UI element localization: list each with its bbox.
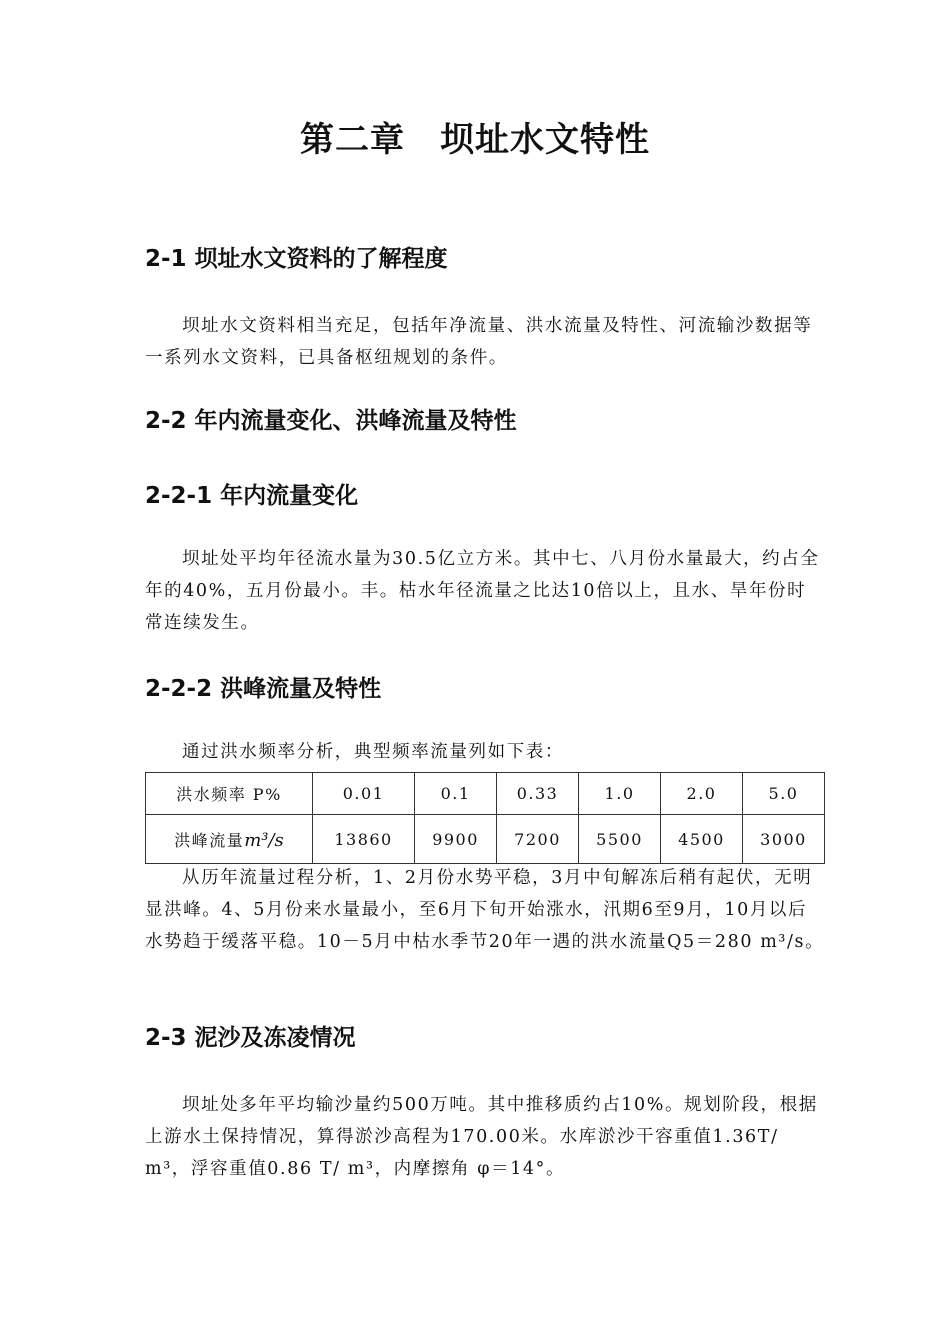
- table-cell: 4500: [661, 815, 743, 864]
- section-heading-2-2: 2-2 年内流量变化、洪峰流量及特性: [145, 408, 517, 434]
- table-cell: 7200: [497, 815, 579, 864]
- section-heading-2-2-2: 2-2-2 洪峰流量及特性: [145, 676, 382, 702]
- table-cell: 0.01: [313, 773, 415, 815]
- table-row-label: 洪水频率 P%: [146, 773, 313, 815]
- section-paragraph-2-2-1: 坝址处平均年径流水量为30.5亿立方米。其中七、八月份水量最大，约占全年的40%，五月份最小。丰。枯水年径流量之比达10倍以上，且水、旱年份时常连续发生。: [145, 549, 820, 633]
- table-cell: 13860: [313, 815, 415, 864]
- table-cell: 9900: [415, 815, 497, 864]
- table-cell: 5500: [579, 815, 661, 864]
- section-heading-2-3: 2-3 泥沙及冻凌情况: [145, 1025, 356, 1051]
- chapter-title: 第二章 坝址水文特性: [300, 120, 650, 160]
- table-row: [146, 773, 825, 815]
- section-heading-2-2-1: 2-2-1 年内流量变化: [145, 483, 359, 509]
- table-cell: 5.0: [743, 773, 825, 815]
- table-row-label-cell: [146, 815, 313, 864]
- section-paragraph-2-3: 坝址处多年平均输沙量约500万吨。其中推移质约占10%。规划阶段，根据上游水土保持情况，算得淤沙高程为170.00米。水库淤沙干容重值1.36T/ m³，浮容重值0.86 T/ m³，内摩擦角 φ＝14°。: [145, 1095, 818, 1179]
- table-cell: 3000: [743, 815, 825, 864]
- table-cell: 0.33: [497, 773, 579, 815]
- table-row: [146, 815, 825, 864]
- table-cell: 1.0: [579, 773, 661, 815]
- table-row-label: 洪峰流量: [174, 830, 245, 850]
- table-cell: 2.0: [661, 773, 743, 815]
- table-cell: 0.1: [415, 773, 497, 815]
- section-heading-2-1: 2-1 坝址水文资料的了解程度: [145, 246, 448, 272]
- flood-frequency-table: [145, 772, 825, 864]
- section-paragraph-2-2-2: 从历年流量过程分析，1、2月份水势平稳，3月中旬解冻后稍有起伏，无明显洪峰。4、5月份来水量最小，至6月下旬开始涨水，汛期6至9月，10月以后水势趋于缓落平稳。10－5月中枯水季节20年一遇的洪水流量Q5＝280 m³/s。: [145, 868, 825, 952]
- table-intro-text: 通过洪水频率分析，典型频率流量列如下表：: [182, 742, 564, 762]
- section-paragraph-2-1: 坝址水文资料相当充足，包括年净流量、洪水流量及特性、河流输沙数据等一系列水文资料，已具备枢纽规划的条件。: [145, 316, 813, 368]
- unit-label: m³/s: [244, 829, 284, 851]
